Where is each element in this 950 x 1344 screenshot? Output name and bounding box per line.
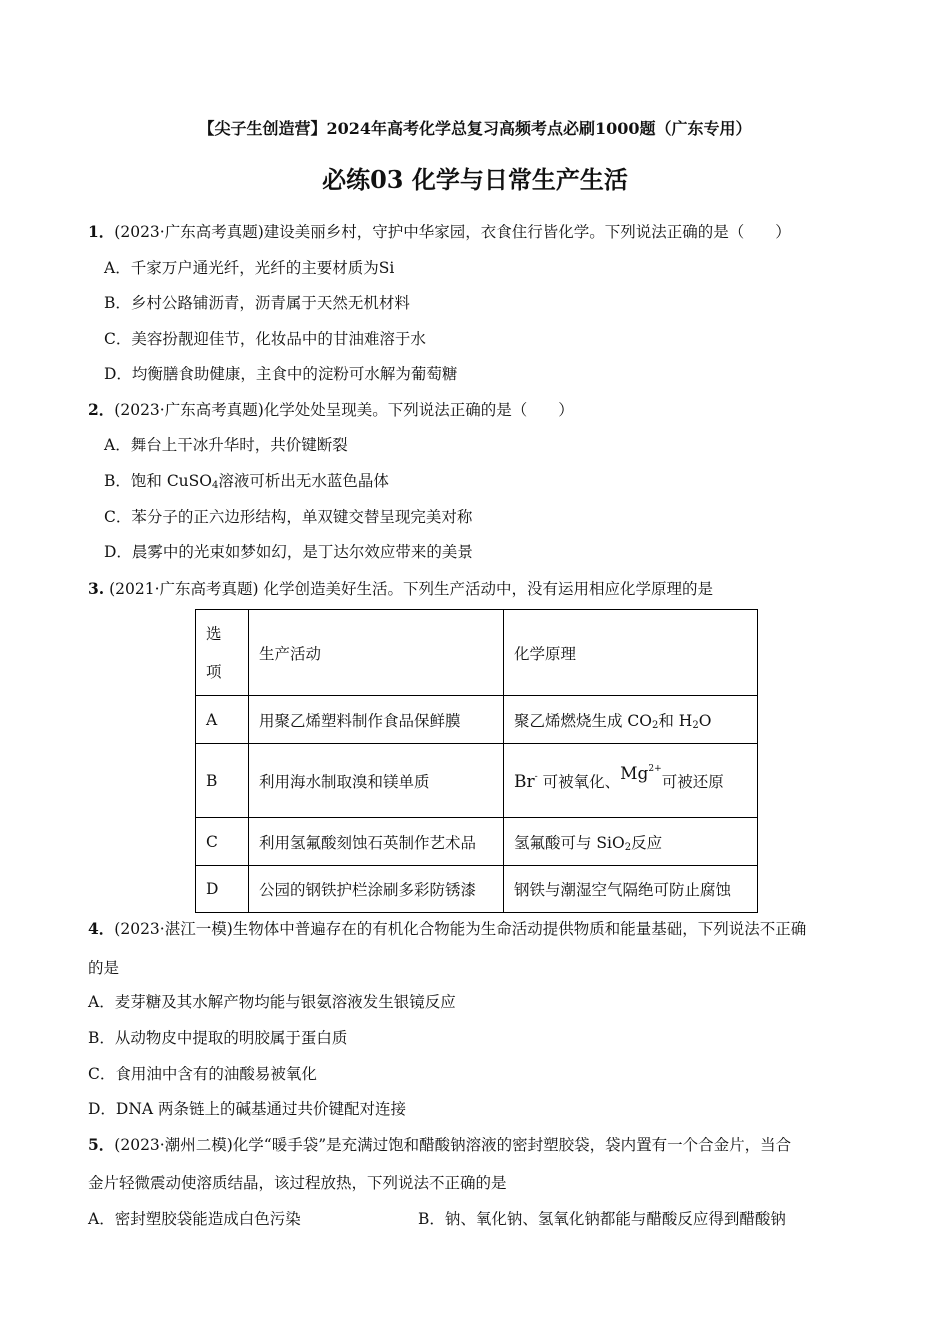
question-4-option-c: C．食用油中含有的油酸易被氧化 <box>88 1065 317 1083</box>
row-b-option: B <box>196 744 249 818</box>
question-2-number: 2． <box>88 400 115 419</box>
row-a-principle <box>504 696 758 744</box>
row-a-option: A <box>196 696 249 744</box>
magnesium-charge: 2+ <box>648 763 662 774</box>
header-activity-cell: 生产活动 <box>249 610 504 696</box>
question-3-table <box>195 609 758 913</box>
header-principle-cell: 化学原理 <box>504 610 758 696</box>
option-b-text-end: 溶液可析出无水蓝色晶体 <box>218 472 389 490</box>
row-b-principle <box>504 744 758 818</box>
question-2-option-c: C．苯分子的正六边形结构，单双键交替呈现完美对称 <box>104 508 473 526</box>
document-header: 【尖子生创造营】2024年高考化学总复习高频考点必刷1000题（广东专用） <box>198 119 752 138</box>
question-4-option-b: B．从动物皮中提取的明胶属于蛋白质 <box>88 1029 348 1047</box>
question-2-option-d: D．晨雾中的光束如梦如幻，是丁达尔效应带来的美景 <box>104 543 473 561</box>
row-b-text-end: 可被还原 <box>661 772 724 791</box>
table-row <box>196 744 758 818</box>
row-a-text-2: 和 H <box>658 711 693 730</box>
table-row <box>196 818 758 866</box>
header-option-cell <box>196 610 249 696</box>
row-c-text-2: 反应 <box>631 833 663 852</box>
bromide-symbol: Br <box>514 771 535 792</box>
question-5-stem-line-2: 金片轻微震动使溶质结晶，该过程放热，下列说法不正确的是 <box>88 1174 507 1192</box>
magnesium-symbol: Mg <box>620 763 649 784</box>
question-5-stem <box>88 1133 791 1155</box>
question-4-option-a: A．麦芽糖及其水解产物均能与银氨溶液发生银镜反应 <box>88 993 456 1011</box>
bromide-charge: - <box>534 771 538 782</box>
header-option-line-1: 选 <box>206 624 222 643</box>
question-3-text: (2021·广东高考真题) 化学创造美好生活。下列生产活动中，没有运用相应化学原理的是 <box>104 580 714 598</box>
question-1-text: (2023·广东高考真题)建设美丽乡村，守护中华家园，衣食住行皆化学。下列说法正确的是（ ） <box>114 223 791 241</box>
question-4-number: 4． <box>88 919 115 938</box>
table-row <box>196 866 758 913</box>
table-row <box>196 696 758 744</box>
question-4-text: (2023·湛江一模)生物体中普遍存在的有机化合物能为生命活动提供物质和能量基础，下列说法不正确 <box>114 920 807 938</box>
row-d-principle: 钢铁与潮湿空气隔绝可防止腐蚀 <box>504 866 758 913</box>
row-a-text-1: 聚乙烯燃烧生成 CO <box>514 711 652 730</box>
page-title: 必练03 化学与日常生产生活 <box>322 165 628 194</box>
question-3-number: 3. <box>88 579 105 598</box>
row-d-option: D <box>196 866 249 913</box>
question-1-stem <box>88 220 791 242</box>
question-2-option-b <box>104 469 389 491</box>
row-a-sub-1: 2 <box>652 719 659 731</box>
row-a-sub-2: 2 <box>692 719 699 731</box>
row-d-activity: 公园的钢铁护栏涂刷多彩防锈漆 <box>249 866 504 913</box>
question-4-stem <box>88 917 806 939</box>
row-c-text-1: 氢氟酸可与 SiO <box>514 833 625 852</box>
row-c-sub: 2 <box>624 841 632 853</box>
row-b-activity: 利用海水制取溴和镁单质 <box>249 744 504 818</box>
question-1-number: 1． <box>88 222 115 241</box>
option-b-subscript: 4 <box>212 480 219 491</box>
row-a-text-3: O <box>698 711 712 730</box>
question-4-stem-line-2: 的是 <box>88 959 120 977</box>
question-1-option-a: A．千家万户通光纤，光纤的主要材质为Si <box>104 259 395 277</box>
question-5-number: 5． <box>88 1135 115 1154</box>
row-c-principle <box>504 818 758 866</box>
question-1-option-b: B．乡村公路铺沥青，沥青属于天然无机材料 <box>104 294 410 312</box>
table-header-row <box>196 610 758 696</box>
question-5-text: (2023·潮州二模)化学“暖手袋”是充满过饱和醋酸钠溶液的密封塑胶袋，袋内置有一个合金片，当合 <box>114 1136 792 1154</box>
option-b-text-start: B．饱和 CuSO <box>104 472 212 490</box>
question-5-option-a: A．密封塑胶袋能造成白色污染 <box>88 1210 301 1228</box>
question-4-option-d: D．DNA 两条链上的碱基通过共价键配对连接 <box>88 1100 407 1118</box>
question-1-option-c: C．美容扮靓迎佳节，化妆品中的甘油难溶于水 <box>104 330 426 348</box>
question-1-option-d: D．均衡膳食助健康，主食中的淀粉可水解为葡萄糖 <box>104 365 458 383</box>
question-2-stem <box>88 398 574 420</box>
row-a-activity: 用聚乙烯塑料制作食品保鲜膜 <box>249 696 504 744</box>
row-c-option: C <box>196 818 249 866</box>
header-option-line-2: 项 <box>206 662 222 681</box>
question-3-stem <box>88 577 713 599</box>
row-c-activity: 利用氢氟酸刻蚀石英制作艺术品 <box>249 818 504 866</box>
question-2-text: (2023·广东高考真题)化学处处呈现美。下列说法正确的是（ ） <box>114 401 574 419</box>
question-2-option-a: A．舞台上干冰升华时，共价键断裂 <box>104 436 348 454</box>
question-5-option-b: B．钠、氧化钠、氢氧化钠都能与醋酸反应得到醋酸钠 <box>418 1210 786 1228</box>
row-b-text-mid: 可被氧化、 <box>537 772 621 791</box>
